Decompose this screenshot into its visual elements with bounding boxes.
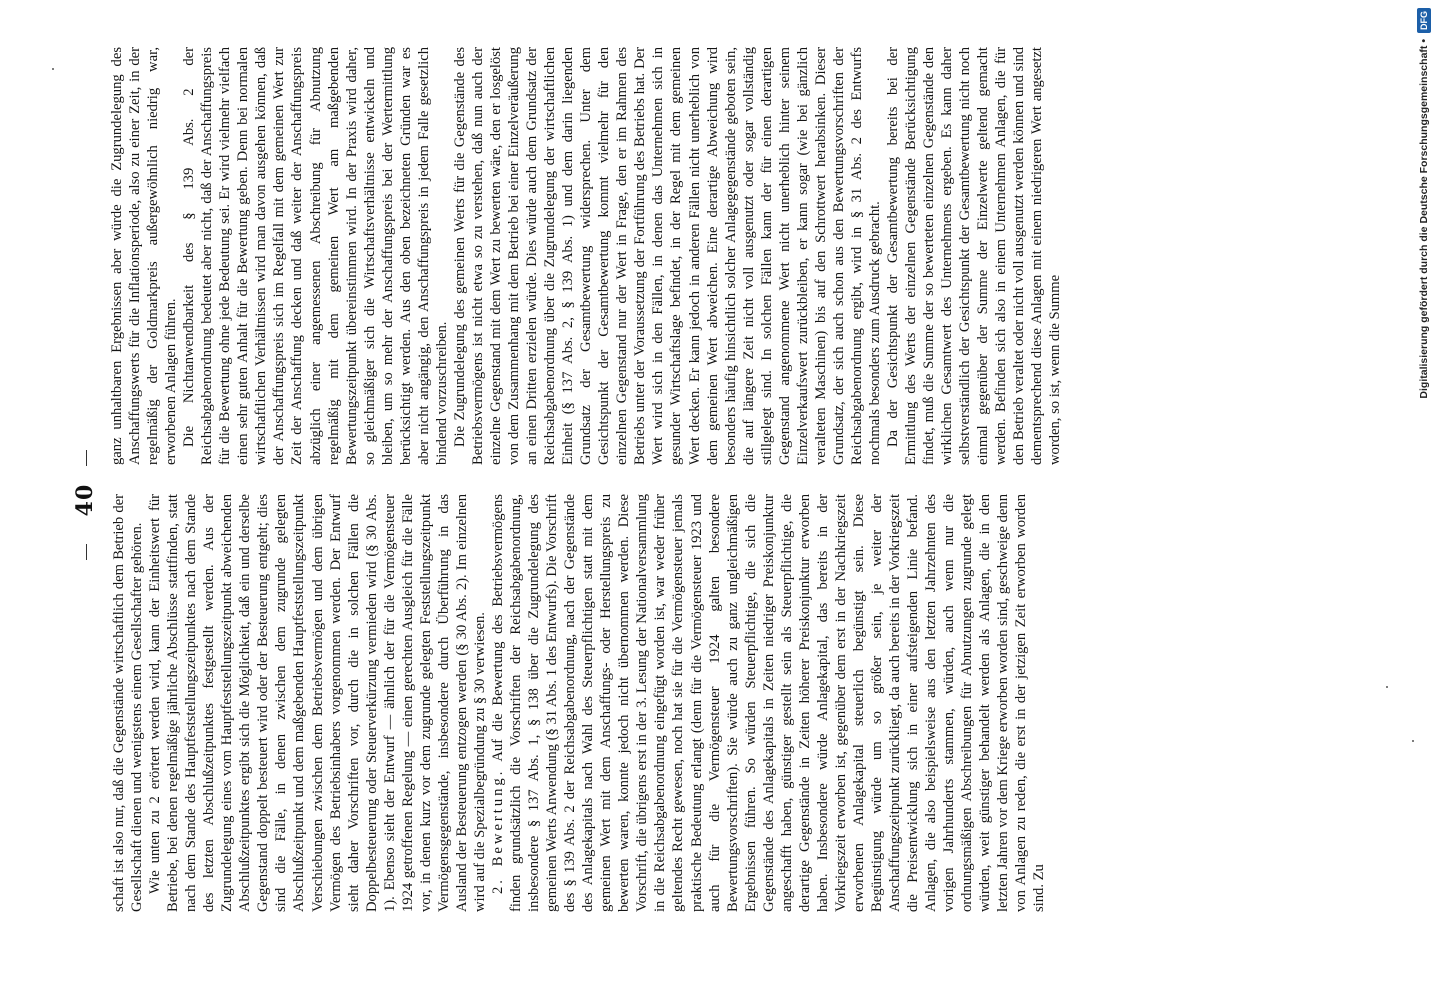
dfg-credit [1413, 0, 1434, 1000]
left-text-column [110, 494, 1048, 912]
paragraph: Die Nichtanwendbarkeit des § 139 Abs. 2 der Reichsabgabenordnung bedeutet aber nicht, daß der Anschaffungspreis für die Bewertung ohne jede Bedeutung sei. Er wird vielmehr vielfach einen sehr guten Anhalt für die Bewertung geben. Denn bei normalen wirtschaftlichen Verhältnissen wird man davon ausgehen können, daß der Anschaffungspreis sich im Regelfall mit dem gemeinen Wert zur Zeit der Anschaffung decken und daß weiter der Anschaffungspreis abzüglich einer angemessenen Abschreibung für Abnutzung regelmäßig mit dem gemeinen Wert am maßgebenden Bewertungszeitpunkt übereinstimmen wird. In der Praxis wird daher, so gleichmäßiger sich die Wirtschaftsverhältnisse entwickeln und bleiben, um so mehr der Anschaffungspreis bei der Wertermittlung berücksichtigt werden. Aus den oben bezeichneten Gründen war es aber nicht angängig, den Anschaffungspreis in jedem Falle gesetzlich bindend vorzuschreiben. [181, 47, 450, 465]
paragraph: Die Zugrundelegung des gemeinen Werts für die Gegenstände des Betriebsvermögens ist nicht etwa so zu verstehen, daß nun auch der einzelne Gegenstand mit dem Wert zu bewerten wäre, den er losgelöst von dem Zusammenhang mit dem Betrieb bei einer Einzelveräußerung an einen Dritten erzielen würde. Dies würde auch dem Grundsatz der Reichsabgabenordnung über die Zugrundelegung der wirtschaftlichen Einheit (§ 137 Abs. 2, § 139 Abs. 1) und dem darin liegenden Grundsatz der Gesamtbewertung widersprechen. Unter dem Gesichtspunkt der Gesamtbewertung kommt vielmehr für den einzelnen Gegenstand nur der Wert in Frage, den er im Rahmen des Betriebs unter der Voraussetzung der Fortführung des Betriebs hat. Der Wert wird sich in den Fällen, in denen das Unternehmen sich in gesunder Wirtschaftslage befindet, in der Regel mit dem gemeinen Wert decken. Er kann jedoch in anderen Fällen nicht unerheblich von dem gemeinen Wert abweichen. Eine derartige Abweichung wird besonders häufig hinsichtlich solcher Anlagegegenstände geboten sein, die auf längere Zeit nicht voll ausgenutzt oder sogar vollständig stillgelegt sind. In solchen Fällen kann der für einen derartigen Gegenstand angenommene Wert nicht unerheblich hinter seinem Einzelverkaufswert zurückbleiben, er kann sogar (wie bei gänzlich veralteten Maschinen) bis auf den Schrottwert herabsinken. Dieser Grundsatz, der sich auch schon aus den Bewertungsvorschriften der Reichsabgabenordnung ergibt, wird in § 31 Abs. 2 des Entwurfs nochmals besonders zum Ausdruck gebracht. [451, 47, 883, 465]
page-number-dash-left [86, 544, 87, 560]
paragraph: Wie unten zu 2 erörtert werden wird, kann der Einheitswert für Betriebe, bei denen regelmäßige jährliche Abschlüsse stattfinden, statt nach dem Stande des Hauptfeststellungszeitpunktes nach dem Stande des letzten Abschlußzeitpunktes festgestellt werden. Aus der Zugrundelegung eines vom Hauptfeststellungszeitpunkt abweichenden Abschlußzeitpunktes ergibt sich die Möglichkeit, daß ein und derselbe Gegenstand doppelt besteuert wird oder der Besteuerung entgeht; dies sind die Fälle, in denen zwischen dem zugrunde gelegten Abschlußzeitpunkt und dem maßgebenden Hauptfeststellungszeitpunkt Verschiebungen zwischen dem Betriebsvermögen und dem übrigen Vermögen des Betriebsinhabers vorgenommen werden. Der Entwurf sieht daher Vorschriften vor, durch die in solchen Fällen die Doppelbesteuerung oder Steuerverkürzung vermieden wird (§ 30 Abs. 1). Ebenso sieht der Entwurf — ähnlich der für die Vermögensteuer 1924 getroffenen Regelung — einen gerechten Ausgleich für die Fälle vor, in denen kurz vor dem zugrunde gelegten Feststellungszeitpunkt Vermögensgegenstände, insbesondere durch Überführung in das Ausland der Besteuerung entzogen werden (§ 30 Abs. 2). Im einzelnen wird auf die Spezialbegründung zu § 30 verwiesen. [147, 494, 488, 912]
dfg-credit-text: Digitalisierung gefördert durch die Deutsche Forschungsgemeinschaft • [1417, 39, 1430, 399]
paragraph: Da der Gesichtspunkt der Gesamtbewertung bereits bei der Ermittlung des Werts der einzelnen Gegenstände Berücksichtigung findet, muß die Summe der so bewerteten einzelnen Gegenstände den wirklichen Gesamtwert des Unternehmens ergeben. Es kann daher selbstverständlich der Gesichtspunkt der Gesamtbewertung nicht noch einmal gegenüber der Summe der Einzelwerte geltend gemacht werden. Befinden sich also in einem Unternehmen Anlagen, die für den Betrieb veraltet oder nicht voll ausgenutzt werden können und sind dementsprechend diese Anlagen mit einem niedrigeren Wert angesetzt worden, so ist, wenn die Summe [885, 47, 1064, 465]
right-text-column [108, 47, 1064, 465]
dfg-logo-icon: DFG [1417, 8, 1431, 33]
paragraph-bewertung [489, 494, 1048, 912]
paragraph: ganz unhaltbaren Ergebnissen aber würde die Zugrundelegung des Anschaffungswerts für die Inflationsperiode, also zu einer Zeit, in der regelmäßig der Goldmarkpreis außergewöhnlich niedrig war, erworbenen Anlagen führen. [109, 47, 180, 465]
credit-strip [1413, 0, 1434, 1000]
section-heading-bewertung: 2. Bewertung. [489, 768, 506, 894]
paragraph: schaft ist also nur, daß die Gegenstände wirtschaftlich dem Betrieb der Gesellschaft dienen und wenigstens einem Gesellschafter gehören. [111, 494, 146, 912]
page-number: 40 [72, 483, 98, 517]
paragraph-text: Auf die Bewertung des Betriebsvermögens finden grundsätzlich die Vorschriften der Reichsabgabenordnung, insbesondere § 137 Abs. 1, § 138 über die Zugrundelegung des gemeinen Werts Anwendung (§ 31 Abs. 1 des Entwurfs). Die Vorschrift des § 139 Abs. 2 der Reichsabgabenordnung, nach der Gegenstände des Anlagekapitals nach Wahl des Steuerpflichtigen statt mit dem gemeinen Wert mit dem Anschaffungs- oder Herstellungspreis zu bewerten waren, konnte jedoch nicht übernommen werden. Diese Vorschrift, die übrigens erst in der 3. Lesung der Nationalversammlung in die Reichsabgabenordnung eingefügt worden ist, war weder früher geltendes Recht gewesen, noch hat sie für die Vermögensteuer jemals praktische Bedeutung erlangt (denn für die Vermögensteuer 1923 und auch für die Vermögensteuer 1924 galten besondere Bewertungsvorschriften). Sie würde auch zu ganz ungleichmäßigen Ergebnissen führen. So würden Steuerpflichtige, die sich die Gegenstände des Anlagekapitals in Zeiten niedriger Preiskonjunktur angeschafft haben, günstiger gestellt sein als Steuerpflichtige, die derartige Gegenstände in Zeiten höherer Preiskonjunktur erworben haben. Insbesondere würde Anlagekapital, das bereits in der Vorkriegszeit erworben ist, gegenüber dem erst in der Nachkriegszeit erworbenen Anlagekapital steuerlich begünstigt sein. Diese Begünstigung würde um so größer sein, je weiter der Anschaffungszeitpunkt zurückliegt, da auch bereits in der Vorkriegszeit die Preisentwicklung sich in einer aufsteigenden Linie befand. Anlagen, die also beispielsweise aus den letzten Jahrzehnten des vorigen Jahrhunderts stammen, würden, auch wenn nur die ordnungsmäßigen Abschreibungen für Abnutzungen zugrunde gelegt würden, weit günstiger behandelt werden als Anlagen, die in den letzten Jahren vor dem Kriege erworben worden sind, geschweige denn von Anlagen zu reden, die erst in der jetzigen Zeit erworben worden sind. Zu [489, 494, 1048, 912]
scan-speck [1386, 686, 1388, 688]
page-number-dash-right [86, 450, 87, 466]
scan-speck [52, 68, 54, 70]
